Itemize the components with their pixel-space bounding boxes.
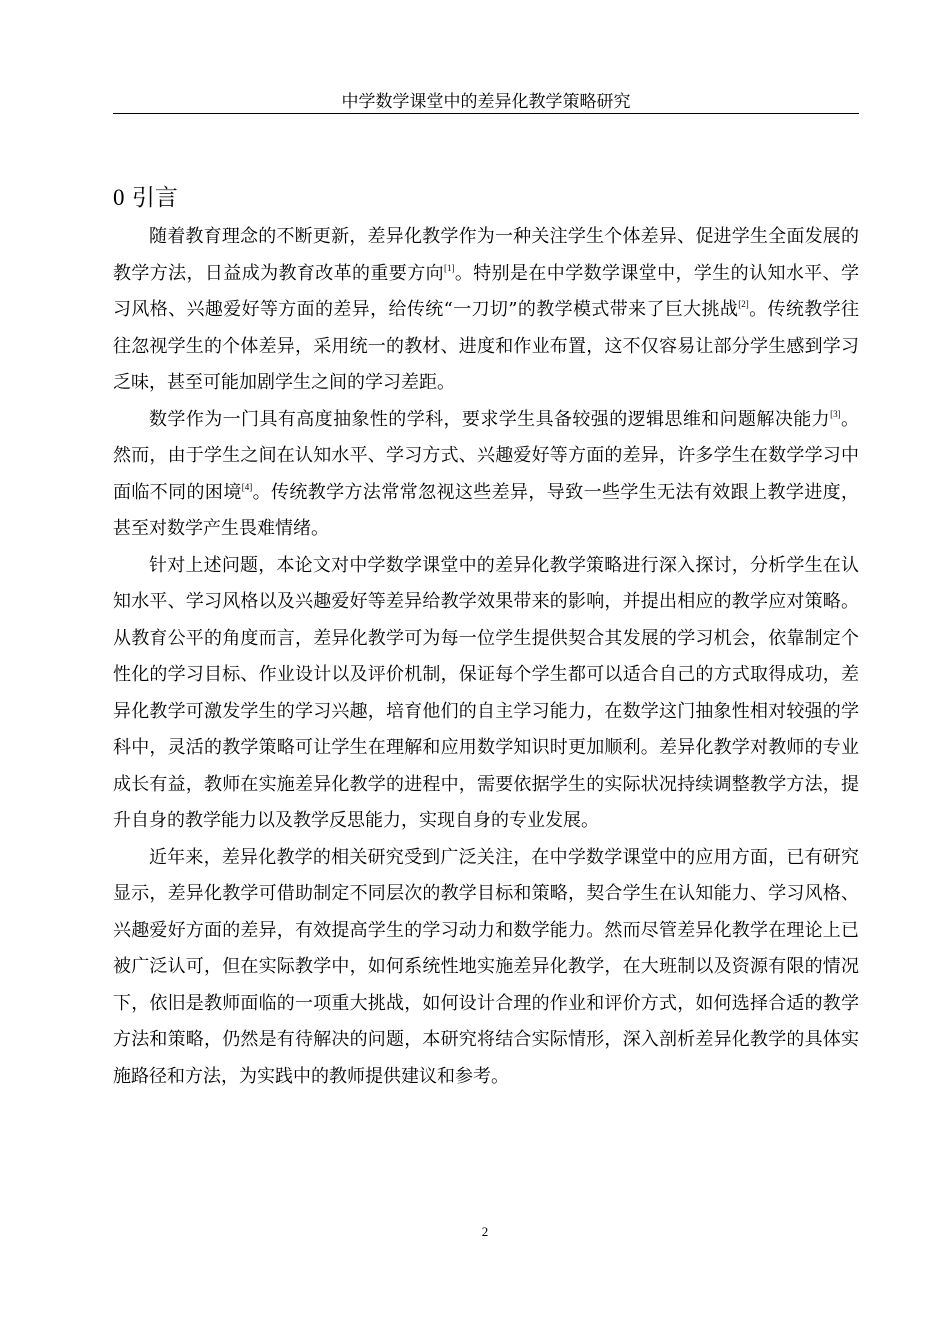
paragraph-1 <box>113 219 859 402</box>
section-title: 引言 <box>131 185 178 211</box>
text-run: 。然而，由于学生之间在认知水平、学习方式、兴趣爱好等方面的差异，许多学生在数学学习中面临不同的困境 <box>113 408 860 503</box>
section-heading <box>113 183 178 213</box>
text-run: 。传统教学往往忽视学生的个体差异，采用统一的教材、进度和作业布置，这不仅容易让部分学生感到学习乏味，甚至可能加剧学生之间的学习差距。 <box>113 299 860 393</box>
text-run: 。传统教学方法常常忽视这些差异，导致一些学生无法有效跟上教学进度，甚至对数学产生畏难情绪。 <box>113 481 860 539</box>
header-rule <box>113 113 859 114</box>
running-header: 中学数学课堂中的差异化教学策略研究 <box>341 92 631 112</box>
paragraph-3 <box>113 548 859 840</box>
paragraph-2 <box>113 402 859 548</box>
page-number: 2 <box>481 1224 489 1239</box>
text-run: 数学作为一门具有高度抽象性的学科，要求学生具备较强的逻辑思维和问题解决能力 <box>149 408 831 430</box>
citation: [4] <box>241 481 253 492</box>
text-run: 针对上述问题，本论文对中学数学课堂中的差异化教学策略进行深入探讨，分析学生在认知水平、学习风格以及兴趣爱好等差异给教学效果带来的影响，并提出相应的教学应对策略。从教育公平的角度而言，差异化教学可为每一位学生提供契合其发展的学习机会，依靠制定个性化的学习目标、作业设计以及评价机制，保证每个学生都可以适合自己的方式取得成功，差异化教学可激发学生的学习兴趣，培育他们的自主学习能力，在数学这门抽象性相对较强的学科中，灵活的教学策略可让学生在理解和应用数学知识时更加顺利。差异化教学对教师的专业成长有益，教师在实施差异化教学的进程中，需要依据学生的实际状况持续调整教学方法，提升自身的教学能力以及教学反思能力，实现自身的专业发展。 <box>113 554 859 831</box>
body-text <box>113 219 859 1095</box>
citation: [1] <box>443 262 455 273</box>
text-run: 随着教育理念的不断更新，差异化教学作为一种关注学生个体差异、促进学生全面发展的教学方法，日益成为教育改革的重要方向 <box>113 226 859 284</box>
citation: [2] <box>738 299 749 309</box>
section-number: 0 <box>113 185 125 210</box>
text-run: 。特别是在中学数学课堂中，学生的认知水平、学习风格、兴趣爱好等方面的差异，给传统“一刀切”的教学模式带来了巨大挑战 <box>113 262 860 320</box>
paragraph-4 <box>113 840 859 1096</box>
text-run: 近年来，差异化教学的相关研究受到广泛关注，在中学数学课堂中的应用方面，已有研究显示，差异化教学可借助制定不同层次的教学目标和策略，契合学生在认知能力、学习风格、兴趣爱好方面的差异，有效提高学生的学习动力和数学能力。然而尽管差异化教学在理论上已被广泛认可，但在实际教学中，如何系统性地实施差异化教学，在大班制以及资源有限的情况下，依旧是教师面临的一项重大挑战，如何设计合理的作业和评价方式，如何选择合适的教学方法和策略，仍然是有待解决的问题，本研究将结合实际情形，深入剖析差异化教学的具体实施路径和方法，为实践中的教师提供建议和参考。 <box>113 846 859 1087</box>
citation: [3] <box>830 408 841 419</box>
